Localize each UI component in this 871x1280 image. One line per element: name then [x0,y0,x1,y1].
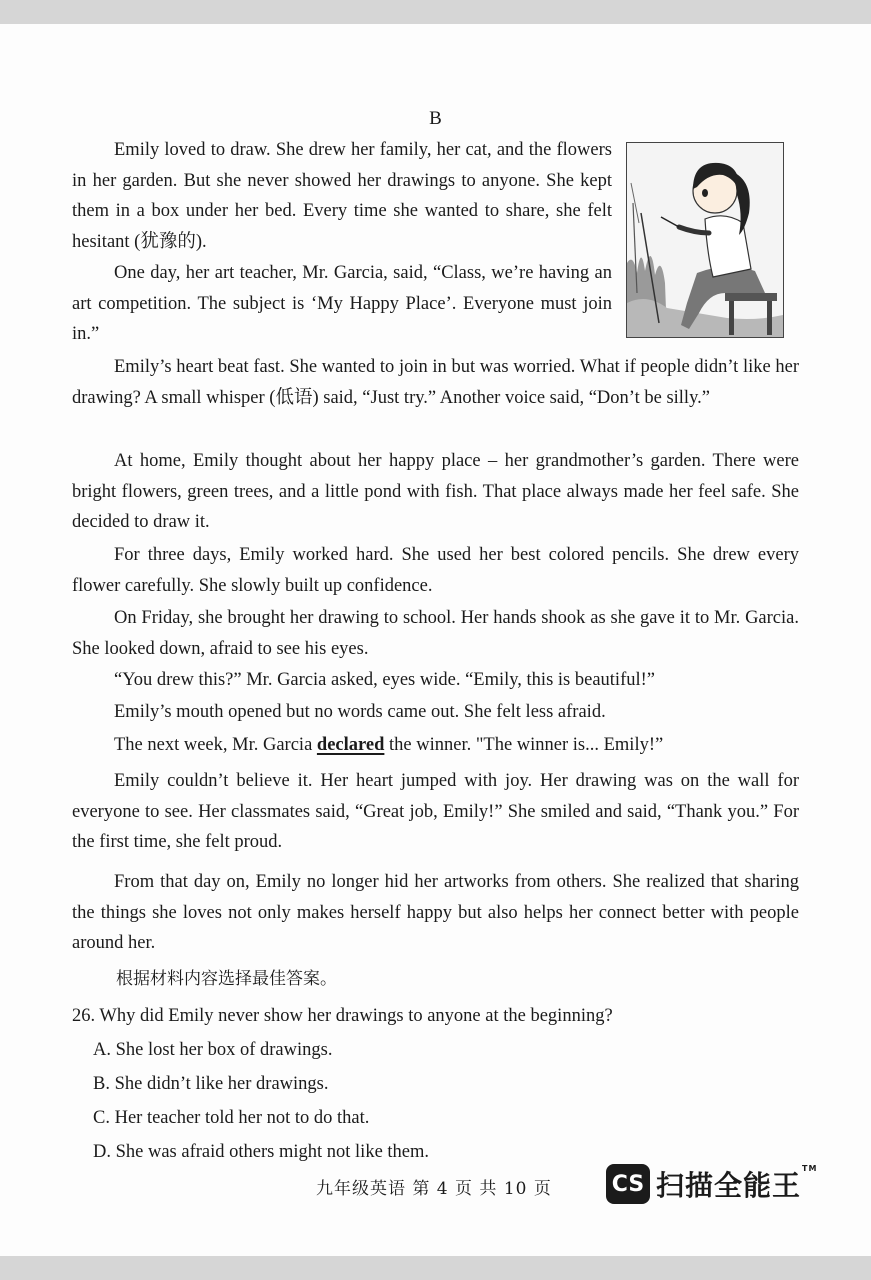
underlined-word-declared: declared [316,735,385,755]
girl-drawing-illustration [626,142,784,338]
paragraph-9-end: the winner. "The winner is... Emily!” [384,735,664,755]
page-number-footer: 九年级英语 第 4 页 共 10 页 [316,1179,552,1199]
paragraph-9 [72,730,799,761]
paragraph-4: At home, Emily thought about her happy place – her grandmother’s garden. There were bright flowers, green trees, and a little pond with fish. That place always made her feel safe. She decided to draw it. [72,451,799,532]
option-c: C. Her teacher told her not to do that. [93,1108,370,1128]
paragraph-10: Emily couldn’t believe it. Her heart jumped with joy. Her drawing was on the wall for everyone to see. Her classmates said, “Great job, Emily!” She smiled and said, “Thank you.” For the first time, she felt proud. [72,771,799,852]
paragraph-6: On Friday, she brought her drawing to school. Her hands shook as she gave it to Mr. Garcia. She looked down, afraid to see his eyes. [72,608,799,659]
bottom-border [0,1256,871,1280]
paragraph-3: Emily’s heart beat fast. She wanted to join in but was worried. What if people didn’t like her drawing? A small whisper (低语) said, “Just try.” Another voice said, “Don’t be silly.” [72,357,799,408]
instruction-text: 根据材料内容选择最佳答案。 [116,969,337,989]
paragraph-5: For three days, Emily worked hard. She used her best colored pencils. She drew every flower carefully. She slowly built up confidence. [72,545,799,596]
cs-logo-icon: CS [606,1164,650,1204]
paragraph-2: One day, her art teacher, Mr. Garcia, said, “Class, we’re having an art competition. The subject is ‘My Happy Place’. Everyone must join in.” [72,263,612,344]
option-b: B. She didn’t like her drawings. [93,1074,329,1094]
trademark-mark: TM [802,1164,818,1173]
logo-brand-text [656,1164,817,1204]
option-d: D. She was afraid others might not like them. [93,1142,430,1162]
paragraph-1: Emily loved to draw. She drew her family, her cat, and the flowers in her garden. But she never showed her drawings to anyone. She kept them in a box under her bed. Every time she wanted to share, she felt hesitant (犹豫的). [72,140,612,252]
paragraph-9-start: The next week, Mr. Garcia [114,735,317,755]
question-26-stem: 26. Why did Emily never show her drawings to anyone at the beginning? [72,1006,613,1026]
girl-drawing-icon [627,143,783,337]
camscanner-logo [606,1162,817,1206]
paragraph-7: “You drew this?” Mr. Garcia asked, eyes wide. “Emily, this is beautiful!” [114,670,655,690]
section-heading: B [429,108,442,129]
top-border [0,0,871,24]
paragraph-11: From that day on, Emily no longer hid her artworks from others. She realized that sharing the things she loves not only makes herself happy but also helps her connect better with people around her. [72,872,799,953]
option-a: A. She lost her box of drawings. [93,1040,333,1060]
paragraph-8: Emily’s mouth opened but no words came out. She felt less afraid. [114,702,606,722]
logo-brand-name: 扫描全能王 [656,1169,802,1202]
